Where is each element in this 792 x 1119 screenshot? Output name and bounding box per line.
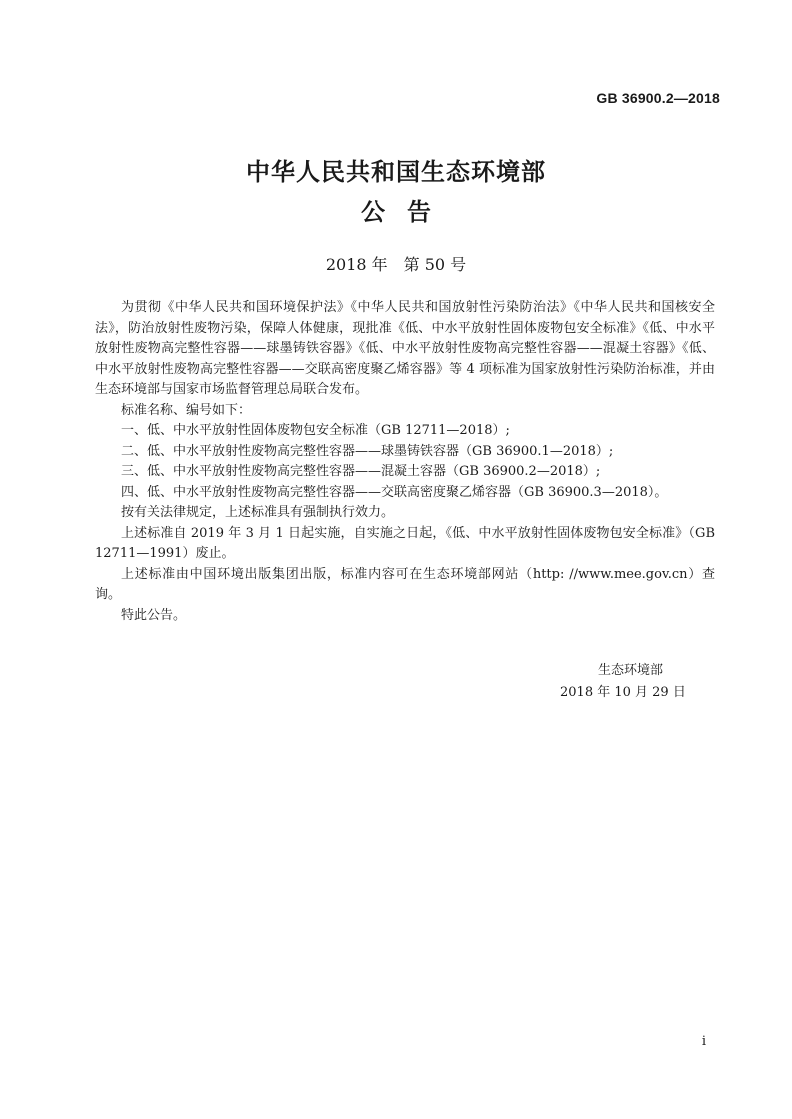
- body-paragraph-effective-date: 上述标准自 2019 年 3 月 1 日起实施，自实施之日起，《低、中水平放射性固体废物包安全标准》（GB 12711—1991）废止。: [95, 525, 715, 561]
- announcement-body: [95, 298, 715, 626]
- signature-organization: 生态环境部: [598, 663, 664, 678]
- announcement-issuer-title: 中华人民共和国生态环境部: [246, 158, 546, 186]
- standard-list-item-4: 四、低、中水平放射性废物高完整性容器——交联高密度聚乙烯容器（GB 36900.3—2018）。: [121, 484, 668, 500]
- signature-block: [560, 660, 730, 704]
- standard-list-item-2: 二、低、中水平放射性废物高完整性容器——球墨铸铁容器（GB 36900.1—2018）;: [121, 443, 614, 459]
- standard-code: GB 36900.2—2018: [596, 90, 720, 106]
- page-number: i: [701, 1034, 706, 1049]
- announcement-heading: 公告: [361, 198, 453, 226]
- body-paragraph-legal-effect: 按有关法律规定，上述标准具有强制执行效力。: [121, 505, 395, 520]
- announcement-number: 2018 年 第 50 号: [325, 255, 467, 274]
- body-paragraph-closing: 特此公告。: [121, 607, 187, 623]
- body-paragraph-intro: 为贯彻《中华人民共和国环境保护法》《中华人民共和国放射性污染防治法》《中华人民共和国核安全法》，防治放射性废物污染，保障人体健康，现批准《低、中水平放射性固体废物包安全标准》《低、中水平放射性废物高完整性容器——球墨铸铁容器》《低、中水平放射性废物高完整性容器——混凝土容器》《低、中水平放射性废物高完整性容器——交联高密度聚乙烯容器》等 4 项标准为国家放射性污染防治标准，并由生态环境部与国家市场监督管理总局联合发布。: [95, 300, 715, 397]
- body-paragraph-publication: 上述标准由中国环境出版集团出版，标准内容可在生态环境部网站（http: //www.mee.gov.cn）查询。: [95, 566, 715, 602]
- standard-list-item-1: 一、低、中水平放射性固体废物包安全标准（GB 12711—2018）;: [121, 423, 510, 438]
- standard-list-item-3: 三、低、中水平放射性废物高完整性容器——混凝土容器（GB 36900.2—2018）;: [121, 464, 601, 479]
- signature-date: 2018 年 10 月 29 日: [560, 685, 686, 700]
- body-paragraph-list-heading: 标准名称、编号如下：: [121, 402, 252, 418]
